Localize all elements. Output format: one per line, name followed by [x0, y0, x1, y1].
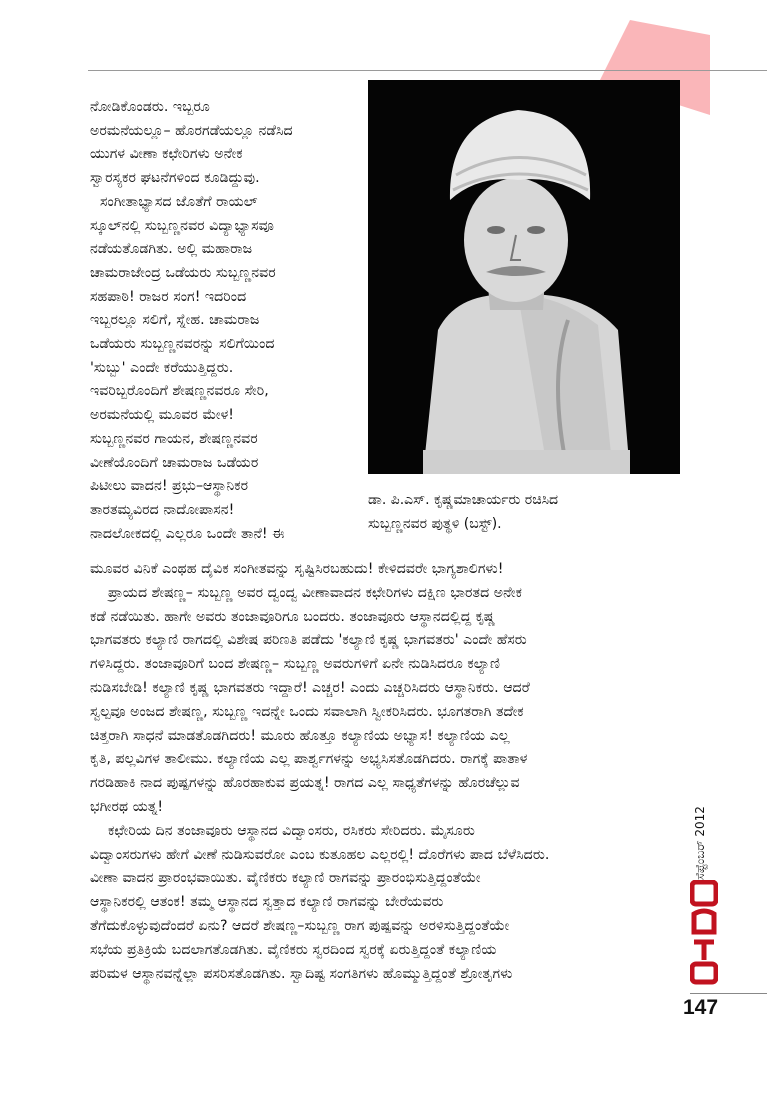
text-line: ಕಛೇರಿಯ ದಿನ ತಂಜಾವೂರು ಆಸ್ಥಾನದ ವಿದ್ವಾಂಸರು, ರಸಿಕರು ಸೇರಿದರು. ಮೈಸೂರು: [90, 822, 475, 839]
text-line: ಒಡೆಯರು ಸುಬ್ಬಣ್ಣನವರನ್ನು ಸಲಿಗೆಯಿಂದ: [90, 336, 275, 353]
text-line: ಗಳಿಸಿದ್ದರು. ತಂಜಾವೂರಿಗೆ ಬಂದ ಶೇಷಣ್ಣ– ಸುಬ್ಬಣ್ಣ ಅವರುಗಳಿಗೆ ಏನೇ ನುಡಿಸಿದರೂ ಕಲ್ಯಾಣಿ: [90, 656, 500, 673]
caption-line: ಸುಬ್ಬಣ್ಣನವರ ಪುತ್ಥಳಿ (ಬಸ್ಟ್).: [368, 516, 502, 532]
full-text-column: [90, 558, 690, 986]
magazine-logo: [690, 880, 718, 985]
top-rule: [88, 70, 767, 71]
text-line: ಸಹಪಾಠಿ! ರಾಜರ ಸಂಗ! ಇದರಿಂದ: [90, 288, 247, 305]
text-line: ಇಬ್ಬರಲ್ಲೂ ಸಲಿಗೆ, ಸ್ನೇಹ. ಚಾಮರಾಜ: [90, 312, 260, 329]
text-line: ಅರಮನೆಯಲ್ಲಿ ಮೂವರ ಮೇಳ!: [90, 407, 234, 424]
text-line: ಪಿಟೀಲು ವಾದನ! ಪ್ರಭು–ಆಸ್ಥಾನಿಕರ: [90, 478, 249, 495]
text-line: ಪರಿಮಳ ಆಸ್ಥಾನವನ್ನೆಲ್ಲಾ ಪಸರಿಸತೊಡಗಿತು. ಸ್ವಾದಿಷ್ಟ ಸಂಗತಿಗಳು ಹೊಮ್ಮುತ್ತಿದ್ದಂತೆ ಶ್ರೋತೃಗಳು: [90, 965, 513, 982]
issue-date: ಸೆಪ್ಟೆಂಬರ್ 2012: [693, 806, 707, 880]
text-line: ಸ್ಕೂಲ್‌ನಲ್ಲಿ ಸುಬ್ಬಣ್ಣನವರ ವಿದ್ಯಾಭ್ಯಾಸವೂ: [90, 217, 274, 234]
text-line: ಸ್ವಲ್ಪವೂ ಅಂಜದ ಶೇಷಣ್ಣ, ಸುಬ್ಬಣ್ಣ ಇದನ್ನೇ ಒಂದು ಸವಾಲಾಗಿ ಸ್ವೀಕರಿಸಿದರು. ಭೂಗತರಾಗಿ ತದೇಕ: [90, 703, 524, 720]
caption-line: ಡಾ. ಪಿ.ಎಸ್. ಕೃಷ್ಣಮಾಚಾರ್ಯರು ರಚಿಸಿದ: [368, 492, 559, 508]
bust-photo: [368, 80, 680, 474]
text-line: ಕೃತಿ, ಪಲ್ಲವಿಗಳ ತಾಲೀಮು. ಕಲ್ಯಾಣಿಯ ಎಲ್ಲ ಪಾರ್ಶ್ವಗಳನ್ನು ಅಭ್ಯಸಿಸತೊಡಗಿದರು. ರಾಗಕ್ಕೆ ಪಾತಾಳ: [90, 751, 528, 768]
text-line: ಕಡೆ ನಡೆಯಿತು. ಹಾಗೇ ಅವರು ತಂಜಾವೂರಿಗೂ ಬಂದರು. ತಂಜಾವೂರು ಆಸ್ಥಾನದಲ್ಲಿದ್ದ ಕೃಷ್ಣ: [90, 608, 496, 625]
text-line: ವೀಣೆಯೊಂದಿಗೆ ಚಾಮರಾಜ ಒಡೆಯರ: [90, 454, 259, 471]
text-line: ಮೂವರ ವಿನಿಕೆ ಎಂಥಹ ದೈವಿಕ ಸಂಗೀತವನ್ನು ಸೃಷ್ಟಿಸಿರಬಹುದು! ಕೇಳಿದವರೇ ಭಾಗ್ಯಶಾಲಿಗಳು!: [90, 561, 504, 577]
text-line: ಯುಗಳ ವೀಣಾ ಕಛೇರಿಗಳು ಅನೇಕ: [90, 146, 243, 163]
text-line: ತಾರತಮ್ಯವಿರದ ನಾದೋಪಾಸನ!: [90, 501, 235, 518]
text-line: ವೀಣಾ ವಾದನ ಪ್ರಾರಂಭವಾಯಿತು. ವೈಣಿಕರು ಕಲ್ಯಾಣಿ ರಾಗವನ್ನು ಪ್ರಾರಂಭಿಸುತ್ತಿದ್ದಂತೆಯೇ: [90, 870, 481, 887]
text-line: ನಡೆಯತೊಡಗಿತು. ಅಲ್ಲಿ ಮಹಾರಾಜ: [90, 241, 253, 258]
text-line: ನಾದಲೋಕದಲ್ಲಿ ಎಲ್ಲರೂ ಒಂದೇ ತಾನೆ! ಈ: [90, 525, 285, 542]
text-line: ಗರಡಿಹಾಕಿ ನಾದ ಪುಷ್ಪಗಳನ್ನು ಹೊರಹಾಕುವ ಪ್ರಯತ್ನ! ರಾಗದ ಎಲ್ಲ ಸಾಧ್ಯತೆಗಳನ್ನು ಹೊರಚೆಲ್ಲುವ: [90, 775, 520, 792]
text-line: 'ಸುಬ್ಬು' ಎಂದೇ ಕರೆಯುತ್ತಿದ್ದರು.: [90, 359, 234, 376]
text-line: ನುಡಿಸಬೇಡಿ! ಕಲ್ಯಾಣಿ ಕೃಷ್ಣ ಭಾಗವತರು ಇದ್ದಾರೆ! ಎಚ್ಚರ! ಎಂದು ಎಚ್ಚರಿಸಿದರು ಆಸ್ಥಾನಿಕರು. ಆದರೆ: [90, 679, 530, 696]
text-line: ಸ್ವಾರಸ್ಯಕರ ಘಟನೆಗಳಿಂದ ಕೂಡಿದ್ದುವು.: [90, 170, 260, 187]
text-line: ಸಭೆಯ ಪ್ರತಿಕ್ರಿಯೆ ಬದಲಾಗತೊಡಗಿತು. ವೈಣಿಕರು ಸ್ವರದಿಂದ ಸ್ವರಕ್ಕೆ ಏರುತ್ತಿದ್ದಂತೆ ಕಲ್ಯಾಣಿಯ: [90, 941, 497, 958]
text-line: ಸಂಗೀತಾಭ್ಯಾಸದ ಜೊತೆಗೆ ರಾಯಲ್: [100, 193, 258, 210]
text-line: ಭಗೀರಥ ಯತ್ನ!: [90, 798, 164, 815]
text-line: ಆಸ್ಥಾನಿಕರಲ್ಲಿ ಆತಂಕ! ತಮ್ಮ ಆಸ್ಥಾನದ ಸ್ವತ್ತಾದ ಕಲ್ಯಾಣಿ ರಾಗವನ್ನು ಬೇರೆಯವರು: [90, 894, 444, 911]
text-line: ವಿದ್ವಾಂಸರುಗಳು ಹೇಗೆ ವೀಣೆ ನುಡಿಸುವರೋ ಎಂಬ ಕುತೂಹಲ ಎಲ್ಲರಲ್ಲಿ! ದೊರೆಗಳು ಪಾದ ಬೆಳೆಸಿದರು.: [90, 846, 550, 863]
text-line: ಚಿತ್ತರಾಗಿ ಸಾಧನೆ ಮಾಡತೊಡಗಿದರು! ಮೂರು ಹೊತ್ತೂ ಕಲ್ಯಾಣಿಯ ಅಭ್ಯಾಸ! ಕಲ್ಯಾಣಿಯ ಎಲ್ಲ: [90, 727, 510, 744]
text-line: ಇವರಿಬ್ಬರೊಂದಿಗೆ ಶೇಷಣ್ಣನವರೂ ಸೇರಿ,: [90, 383, 269, 400]
text-line: ಸುಬ್ಬಣ್ಣನವರ ಗಾಯನ, ಶೇಷಣ್ಣನವರ: [90, 430, 258, 447]
text-line: ಭಾಗವತರು ಕಲ್ಯಾಣಿ ರಾಗದಲ್ಲಿ ವಿಶೇಷ ಪರಿಣತಿ ಪಡೆದು 'ಕಲ್ಯಾಣಿ ಕೃಷ್ಣ ಭಾಗವತರು' ಎಂದೇ ಹೆಸರು: [90, 632, 527, 649]
text-line: ಪ್ರಾಯದ ಶೇಷಣ್ಣ– ಸುಬ್ಬಣ್ಣ ಅವರ ದ್ವಂದ್ವ ವೀಣಾವಾದನ ಕಛೇರಿಗಳು ದಕ್ಷಿಣ ಭಾರತದ ಅನೇಕ: [90, 584, 523, 601]
text-line: ನೋಡಿಕೊಂಡರು. ಇಬ್ಬರೂ: [90, 99, 210, 115]
text-line: ತೆಗೆದುಕೊಳ್ಳುವುದೆಂದರೆ ಏನು? ಆದರೆ ಶೇಷಣ್ಣ–ಸುಬ್ಬಣ್ಣ ರಾಗ ಪುಷ್ಪವನ್ನು ಅರಳಿಸುತ್ತಿದ್ದಂತೆಯೇ: [90, 917, 510, 934]
footer-rule: [690, 993, 767, 994]
page-number: 147: [683, 996, 719, 1019]
left-text-column: [90, 96, 360, 546]
text-line: ಚಾಮರಾಜೇಂದ್ರ ಒಡೆಯರು ಸುಬ್ಬಣ್ಣನವರ: [90, 264, 276, 281]
photo-caption: [368, 488, 680, 536]
text-line: ಅರಮನೆಯಲ್ಲೂ– ಹೊರಗಡೆಯಲ್ಲೂ ನಡೆಸಿದ: [90, 122, 293, 139]
